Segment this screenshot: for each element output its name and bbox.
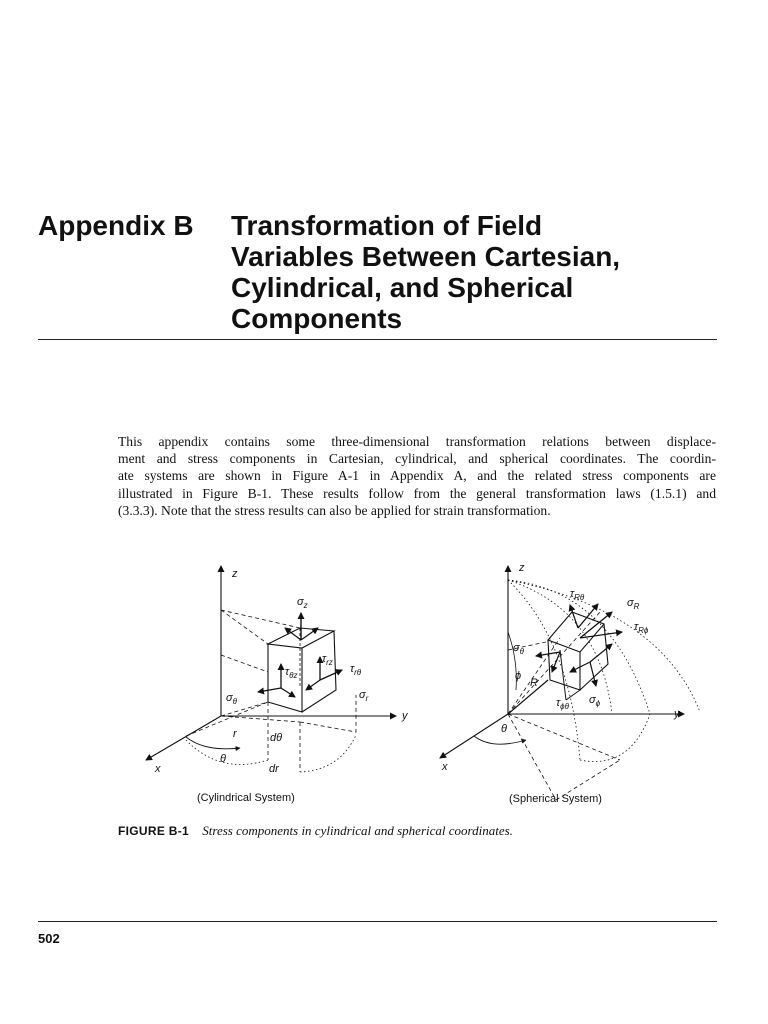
cyl-dtheta-label: dθ — [270, 732, 283, 744]
label-tau-phi-theta: $\tau_{\phi\theta}$ — [556, 697, 569, 711]
sph-phi-label: ϕ — [515, 670, 522, 682]
title-line: Cylindrical, and Spherical — [231, 272, 574, 303]
cyl-theta-label: θ — [220, 753, 226, 765]
figure-caption — [118, 823, 513, 839]
figure-label: FIGURE B-1 — [118, 824, 190, 838]
sph-theta-label: θ — [501, 723, 507, 735]
page-number: 502 — [38, 931, 60, 946]
spherical-system-label: (Spherical System) — [509, 793, 602, 805]
title-line: Variables Between Cartesian, — [231, 241, 621, 272]
sph-x-label: x — [442, 761, 448, 773]
label-sigma-theta: $\sigma_\theta$ — [226, 692, 237, 706]
label-sigma-phi: $\sigma_\phi$ — [589, 694, 601, 708]
label-tau-R-phi: $\tau_{R\phi}$ — [634, 621, 649, 635]
label-sigma-R: $\sigma_R$ — [627, 597, 640, 611]
cyl-x-label: x — [155, 763, 161, 775]
paragraph-line: ment and stress components in Cartesian, cylindrical, and spherical coordinates. The coordin- — [118, 451, 716, 467]
label-sigma-r: $\sigma_r$ — [359, 689, 369, 703]
paragraph-line: (3.3.3). Note that the stress results can also be applied for strain transformation. — [118, 502, 551, 518]
spherical-diagram — [440, 566, 700, 800]
cyl-dr-label: dr — [269, 763, 279, 775]
paragraph-line: illustrated in Figure B-1. These results follow from the general transformation laws (1.5.1) and — [118, 485, 716, 501]
label-sigma-theta-sph: $\sigma_\theta$ — [513, 642, 524, 656]
x-axis — [146, 716, 221, 760]
sph-R-label: R — [530, 677, 538, 689]
sph-y-label: y — [674, 708, 680, 720]
cyl-z-label: z — [232, 568, 238, 580]
title-line: Components — [231, 303, 403, 334]
label-tau-rz: $\tau_{rz}$ — [322, 653, 333, 667]
label-tau-r-theta: $\tau_{r\theta}$ — [350, 663, 362, 677]
label-sigma-z: $\sigma_z$ — [297, 596, 308, 610]
label-tau-R-theta: $\tau_{R\theta}$ — [570, 588, 585, 602]
paragraph-line: This appendix contains some three-dimensional transformation relations between displace- — [118, 434, 716, 449]
paragraph-line: ate systems are shown in Figure A-1 in Appendix A, and the related stress components are — [118, 468, 716, 484]
appendix-label: Appendix B — [38, 210, 194, 241]
title-line: Transformation of Field — [231, 210, 543, 241]
footer-rule — [38, 921, 717, 922]
cylindrical-system-label: (Cylindrical System) — [197, 792, 295, 804]
label-tau-theta-z: $\tau_{\theta z}$ — [285, 666, 298, 680]
figure-caption-text: Stress components in cylindrical and spherical coordinates. — [202, 823, 513, 838]
sph-z-label: z — [519, 562, 525, 574]
cyl-r-label: r — [233, 728, 237, 740]
cyl-y-label: y — [402, 710, 408, 722]
